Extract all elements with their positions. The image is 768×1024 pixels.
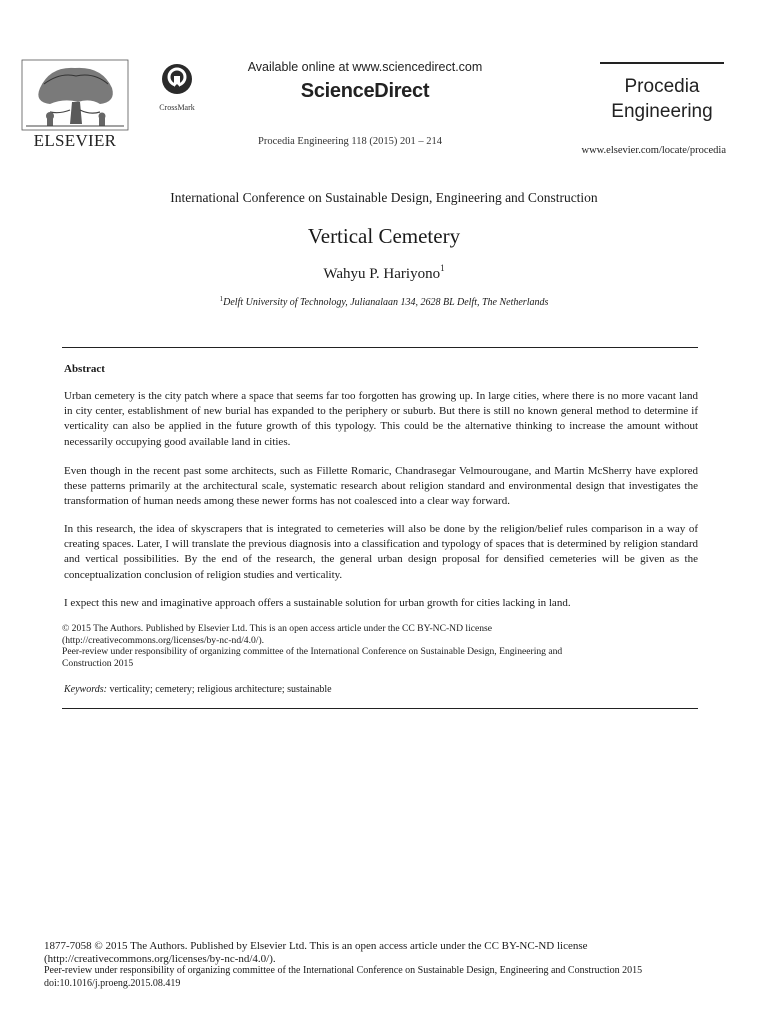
- affiliation-line: [0, 295, 768, 308]
- footer-peer-review: Peer-review under responsibility of organizing committee of the International Conference on Sustainable Design, Engineering and Construction 2015: [44, 965, 643, 976]
- publisher-name: ELSEVIER: [33, 131, 117, 150]
- footer-license-link[interactable]: (http://creativecommons.org/licenses/by-nc-nd/4.0/).: [44, 952, 276, 965]
- peer-review-line-1: Peer-review under responsibility of organizing committee of the International Conference on Sustainable Design, Engineering and: [62, 646, 563, 657]
- journal-reference: Procedia Engineering 118 (2015) 201 – 214: [258, 136, 442, 147]
- journal-title-rule: [600, 62, 724, 64]
- footer-doi[interactable]: doi:10.1016/j.proeng.2015.08.419: [44, 977, 181, 989]
- affiliation-text: Delft University of Technology, Julianalaan 134, 2628 BL Delft, The Netherlands: [223, 297, 549, 308]
- footer-issn-copyright: 1877-7058 © 2015 The Authors. Published by Elsevier Ltd. This is an open access article under the CC BY-NC-ND license: [44, 940, 588, 952]
- author-line: [0, 263, 768, 283]
- page-footer: [44, 940, 734, 990]
- author-name: Wahyu P. Hariyono: [323, 266, 441, 282]
- journal-title-line1: Procedia: [624, 76, 700, 97]
- abstract-top-rule: [62, 347, 698, 348]
- journal-title: [600, 74, 724, 124]
- paper-title: Vertical Cemetery: [307, 224, 461, 248]
- abstract-paragraph-1: Urban cemetery is the city patch where a space that seems far too forgotten has growing up. In large cities, where there is no more vacant land in city center, establishment of new burial has expanded to the periphery or suburb. But there is still no known general method to determine if verticality can also be applied in the future growth of this typology. This could be the alternative thinking to increase the amount without necessarily occupying good available land in cities.: [64, 390, 698, 448]
- journal-title-line2: Engineering: [611, 101, 713, 122]
- tree-logo-icon: [20, 58, 130, 132]
- conference-name: International Conference on Sustainable Design, Engineering and Construction: [170, 190, 598, 205]
- copyright-line-1: © 2015 The Authors. Published by Elsevier Ltd. This is an open access article under the CC BY-NC-ND license: [62, 623, 493, 634]
- crossmark-label: CrossMark: [159, 103, 195, 112]
- abstract-paragraph-3: In this research, the idea of skyscrapers that is integrated to cemeteries will also be done by the religion/belief rules comparison in a way of creating spaces. Later, I will translate the previous diagnosis into a classification and typology of spaces that is determined by religion standard and vertical possibilities. By the end of the research, the general urban design proposal for densified cemeteries will be given as the conceptualization conclusion of religion studies and verticality.: [64, 523, 698, 581]
- abstract-bottom-rule: [62, 708, 698, 709]
- abstract-paragraph-2: Even though in the recent past some architects, such as Fillette Romaric, Chandrasegar Velmourougane, and Martin McSherry have explored these patterns primarily at the architectural scale, systematic research about religion standard and environmental design that investigates the transformation of human needs among these newer forms has not coalesced into a clear way forward.: [64, 465, 698, 508]
- author-superscript: 1: [440, 263, 445, 273]
- crossmark-icon: [160, 62, 194, 96]
- keywords-text: verticality; cemetery; religious architecture; sustainable: [106, 684, 332, 695]
- peer-review-line-2: Construction 2015: [62, 657, 134, 669]
- journal-url-link[interactable]: www.elsevier.com/locate/procedia: [581, 145, 726, 156]
- abstract-copyright: [62, 623, 662, 669]
- keywords-line: [64, 684, 332, 695]
- available-online-text: Available online at www.sciencedirect.com: [247, 60, 483, 74]
- affiliation-superscript: 1: [219, 295, 224, 303]
- keywords-label: Keywords:: [64, 684, 107, 695]
- crossmark-badge[interactable]: [154, 62, 200, 112]
- sciencedirect-wordmark[interactable]: ScienceDirect: [300, 80, 430, 102]
- abstract-heading: Abstract: [64, 363, 105, 375]
- license-link[interactable]: (http://creativecommons.org/licenses/by-nc-nd/4.0/).: [62, 634, 265, 646]
- abstract-paragraph-4: I expect this new and imaginative approach offers a sustainable solution for urban growth for cities lacking in land.: [64, 597, 571, 609]
